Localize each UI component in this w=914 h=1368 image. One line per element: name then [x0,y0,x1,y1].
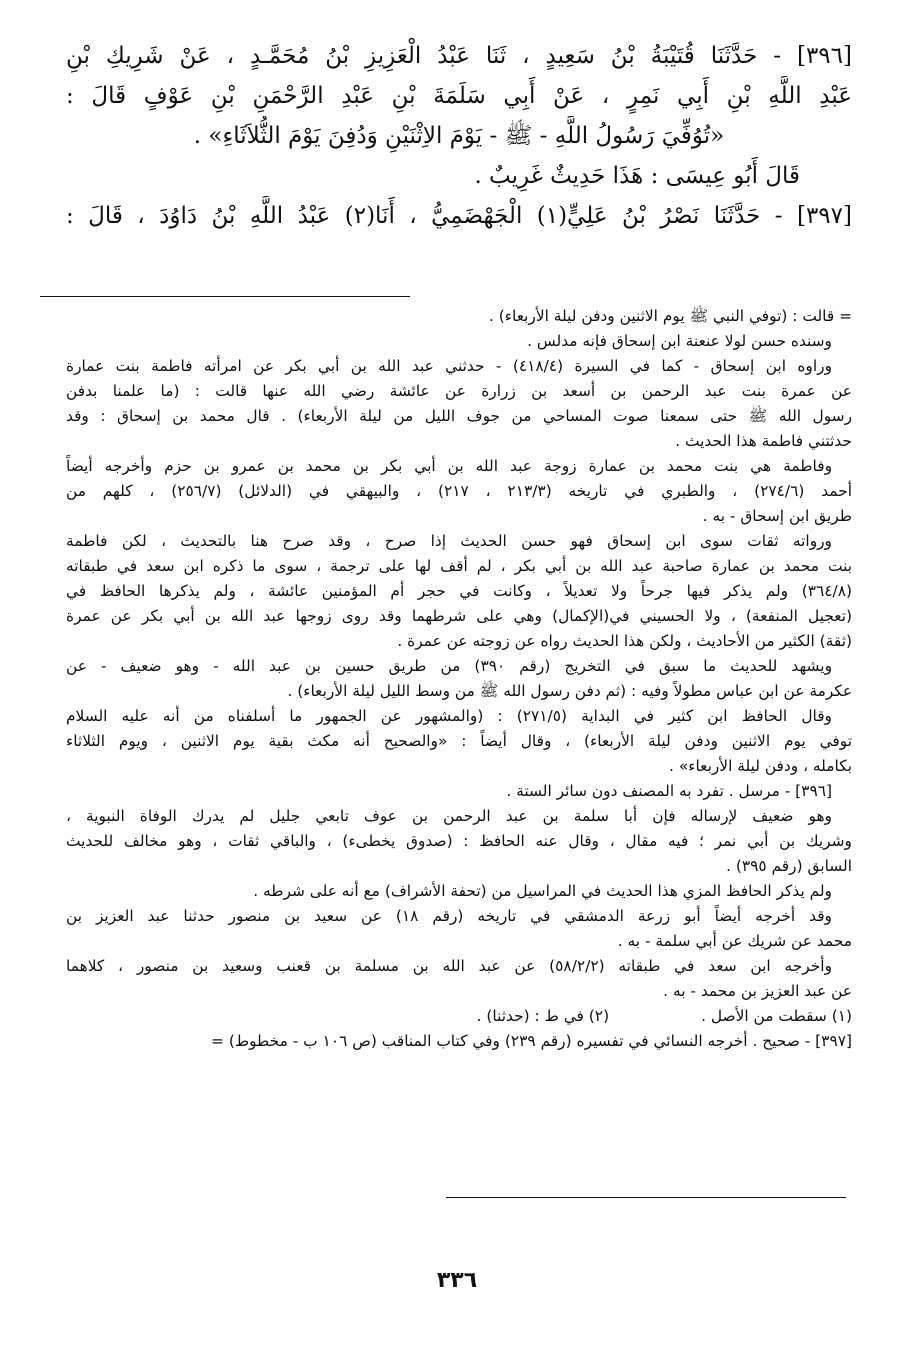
note-line: عن عبد العزيز بن محمد - به . [663,982,852,1000]
note-line: وسنده حسن لولا عنعنة ابن إسحاق فإنه مدلس . [527,332,832,350]
note-line: عكرمة عن ابن عباس مطولاً وفيه : (ثم دفن رسول الله ﷺ من وسط الليل ليلة الأربعاء) . [287,682,852,700]
note-line: ويشهد للحديث ما سبق في التخريج (رقم ٣٩٠) من طريق حسين بن عبد الله - وهو ضعيف - عن [66,657,833,675]
note-line: (تعجيل المنفعة) ، ولا الحسيني في(الإكمال) وهي على شرطهما وقد روى زوجها عبد الله بن أبي بكر عن عمرة [66,607,852,625]
note-line: عن عمرة بنت عبد الرحمن بن أسعد بن زرارة عن عائشة رضي الله عنها قالت : (ما علمنا بدفن [66,382,852,400]
note-line: محمد عن شريك عن أبي سلمة - به . [617,932,852,950]
hadith-396-line-2: عَبْدِ اللَّهِ بْنِ أَبِي نَمِرٍ ، عَنْ أَبِي سَلَمَةَ بْنِ عَبْدِ الرَّحْمَنِ بْنِ عَوْفٍ قَالَ : [66,83,852,109]
note-line: رسول الله ﷺ حتى سمعنا صوت المساحي من جوف الليل من ليلة الأربعاء) . قال محمد بن إسحاق : وقد [66,407,852,425]
note-line: وشريك بن أبي نمر ؛ فيه مقال ، وقال عنه الحافظ : (صدوق يخطىء) ، والباقي ثقات ، وهو مخالف للحديث [66,832,852,850]
note-line: وفاطمة هي بنت محمد بن عمارة زوجة عبد الله بن أبي بكر بن محمد بن عمرو بن حزم وأخرجه أيضاً [66,457,832,475]
note-line: بنت محمد بن عمارة صاحبة عبد الله بن أبي بكر ، لم أقف لها على ترجمة ، سوى ما ذكره ابن سعد في طبقاته [66,557,852,575]
note-397-start: [٣٩٧] - صحيح . أخرجه النسائي في تفسيره (رقم ٢٣٩) وفي كتاب المناقب (ص ١٠٦ ب - مخطوط) = [211,1032,852,1050]
note-line: وقد أخرجه أيضاً أبو زرعة الدمشقي في تاريخه (رقم ١٨) عن سعيد بن منصور حدثنا عبد العزيز بن [66,907,832,925]
footnote-1: (١) سقطت من الأصل . [701,1007,852,1025]
note-line: (ثقة) الكثير من الأحاديث ، ولكن هذا الحديث رواه عن زوجته عن عمرة . [397,632,852,650]
note-line: ورواته ثقات سوى ابن إسحاق فهو حسن الحديث إذا صرح ، وقد صرح هنا بالتحديث ، لكن فاطمة [66,532,832,550]
note-line: بكامله ، ودفن ليلة الأربعاء» . [669,757,852,775]
hadith-396-line-1: [٣٩٦] - حَدَّثَنَا قُتَيْبَةُ بْنُ سَعِيدٍ ، ثَنَا عَبْدُ الْعَزِيزِ بْنُ مُحَمَّـدٍ ، عَنْ شَرِيكِ بْنِ [66,43,852,69]
note-line: حدثتني فاطمة هذا الحديث . [675,432,852,450]
footnote-separator [446,1197,846,1198]
note-line: أحمد (٢٧٤/٦) ، والطبري في تاريخه (٢١٣/٣ ، ٢١٧) ، والبيهقي في (الدلائل) (٢٥٦/٧) ، كلهم من [66,482,852,500]
footnote-2: (٢) في ط : (حدثنا) . [476,1007,610,1025]
commentary-notes [66,304,852,1054]
hadith-396-matn: «تُوُفِّيَ رَسُولُ اللَّهِ - ﷺ - يَوْمَ الاِثْنَيْنِ وَدُفِنَ يَوْمَ الثُّلاَثَاءِ» . [193,123,725,149]
note-line: السابق (رقم ٣٩٥) . [726,857,852,875]
note-line: = قالت : (توفي النبي ﷺ يوم الاثنين ودفن ليلة الأربعاء) . [488,307,852,325]
note-line: (٣٦٤/٨) ولم يذكر فيها جرحاً ولا تعديلاً ، وكانت في حجر أم المؤمنين عائشة ، ولم يذكرها الحافظ في [66,582,852,600]
note-line: وهو ضعيف لإرساله فإن أبا سلمة بن عبد الرحمن بن عوف تابعي جليل لم يدرك الوفاة النبوية ، [66,807,832,825]
hadith-text [66,36,852,236]
note-line: طريق ابن إسحاق - به . [702,507,852,525]
note-line: وقال الحافظ ابن كثير في البداية (٢٧١/٥) : (والمشهور عن الجمهور ما أسلفناه من أنه عليه السلام [66,707,832,725]
note-line: [٣٩٦] - مرسل . تفرد به المصنف دون سائر الستة . [506,782,832,800]
page-number: ٣٣٦ [436,1268,478,1293]
note-line: وراوه ابن إسحاق - كما في السيرة (٤١٨/٤) - حدثني عبد الله بن أبي بكر عن امرأته فاطمة بنت عمارة [66,357,833,375]
abu-isa-comment: قَالَ أَبُو عِيسَى : هَذَا حَدِيثٌ غَرِيبٌ . [474,163,800,189]
note-line: توفي يوم الاثنين ودفن ليلة الأربعاء) ، وقال أيضاً : «والصحيح أنه مكث بقية يوم الاثنين ، ويوم الثلاثاء [66,732,852,750]
hadith-397-line-1: [٣٩٧] - حَدَّثَنَا نَصْرُ بْنُ عَلِيٍّ(١) الْجَهْضَمِيُّ ، أَنَا(٢) عَبْدُ اللَّهِ بْنُ دَاوُدَ ، قَالَ : [66,203,852,229]
note-line: وأخرجه ابن سعد في طبقاته (٥٨/٢/٢) عن عبد الله بن مسلمة بن قعنب وسعيد بن منصور ، كلاهما [66,957,833,975]
notes-separator [40,296,410,297]
note-line: ولم يذكر الحافظ المزي هذا الحديث في المراسيل من (تحفة الأشراف) مع أنه على شرطه . [253,882,832,900]
footnotes-row [66,1004,852,1029]
